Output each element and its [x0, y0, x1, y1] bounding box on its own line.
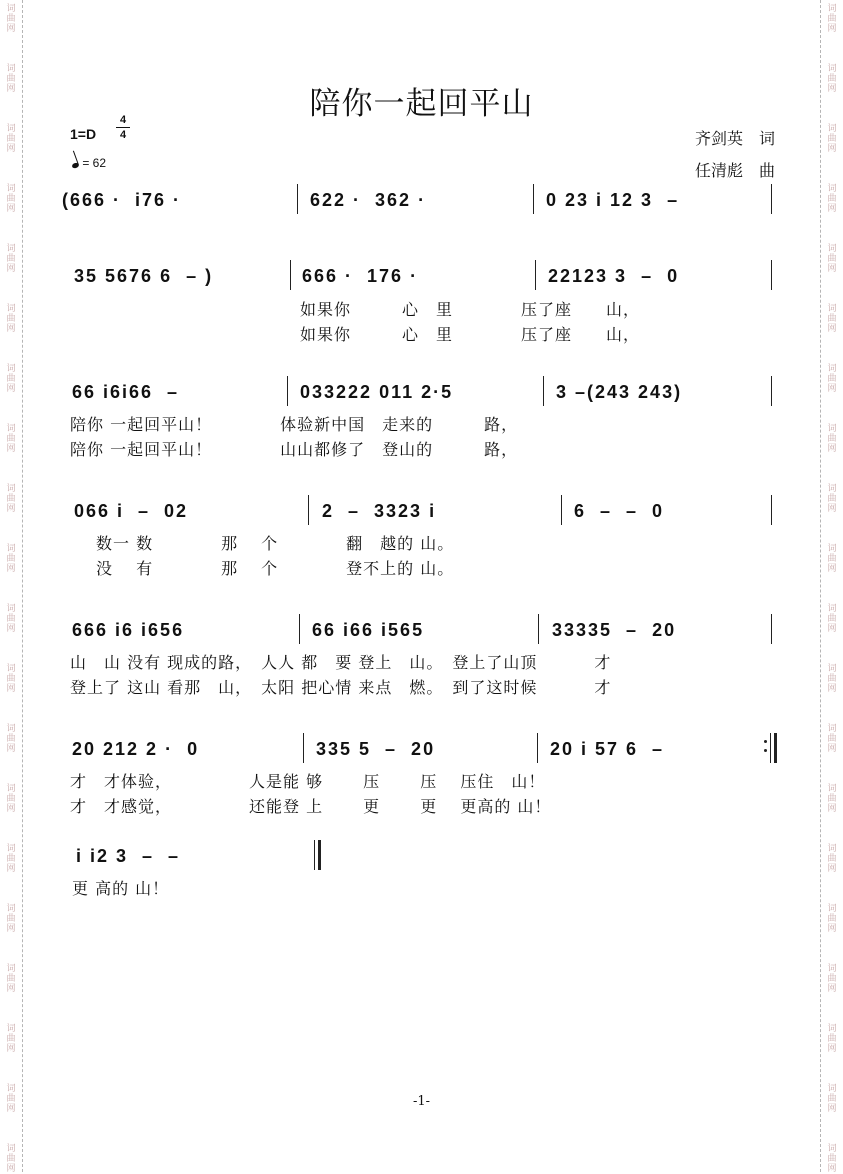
measure: 033222 011 2·5: [300, 382, 454, 402]
lyric-line-2: 登上了 这山 看那 山， 太阳 把心情 来点 燃。 到了这时候 才: [70, 678, 612, 697]
watermark-text: 词 曲 网: [827, 304, 837, 334]
measure: 6 – – 0: [574, 501, 665, 521]
watermark-text: 词 曲 网: [6, 664, 16, 694]
repeat-sign: [764, 734, 768, 758]
bar-line: [771, 614, 772, 644]
watermark-text: 词 曲 网: [6, 844, 16, 874]
song-title: 陪你一起回平山: [309, 86, 534, 122]
measure: i i2 3 – –: [76, 846, 181, 866]
measure: 066 i – 02: [74, 501, 189, 521]
time-signature-bottom: 4: [119, 129, 127, 141]
measure: 2 – 3323 i: [322, 501, 437, 521]
lyricist-credit: 齐剑英 词: [694, 129, 775, 148]
bar-line: [771, 260, 772, 290]
watermark-text: 词 曲 网: [827, 1084, 837, 1114]
lyric-line-1: 如果你 心 里 压了座 山，: [300, 300, 641, 319]
tempo-value: = 62: [82, 156, 107, 170]
time-signature-top: 4: [119, 114, 127, 126]
watermark-text: 词 曲 网: [6, 1144, 16, 1174]
measure: 335 5 – 20: [316, 739, 436, 759]
watermark-text: 词 曲 网: [6, 184, 16, 214]
measure: 622 · 362 ·: [310, 190, 427, 210]
measure: 20 212 2 · 0: [72, 739, 200, 759]
watermark-text: 词 曲 网: [827, 604, 837, 634]
watermark-text: 词 曲 网: [6, 424, 16, 454]
measure: 20 i 57 6 –: [550, 739, 665, 759]
watermark-text: 词 曲 网: [6, 64, 16, 94]
bar-line: [297, 184, 298, 214]
lyric-line-1: 山 山 没有 现成的路， 人人 都 要 登上 山。 登上了山顶 才: [70, 653, 612, 672]
watermark-text: 词 曲 网: [6, 544, 16, 574]
bar-line: [771, 376, 772, 406]
lyric-line-1: 才 才体验， 人是能 够 压 压 压住 山！: [70, 772, 546, 791]
bar-line: [308, 495, 309, 525]
watermark-text: 词 曲 网: [6, 1024, 16, 1054]
bar-line: [533, 184, 534, 214]
watermark-text: 词 曲 网: [827, 844, 837, 874]
watermark-text: 词 曲 网: [827, 424, 837, 454]
bar-line: [299, 614, 300, 644]
watermark-text: 词 曲 网: [6, 304, 16, 334]
bar-line: [561, 495, 562, 525]
bar-line: [771, 495, 772, 525]
measure: 66 i66 i565: [312, 620, 425, 640]
lyric-line-1: 更 高的 山！: [72, 879, 170, 898]
lyric-line-1: 陪你 一起回平山！ 体验新中国 走来的 路，: [70, 415, 519, 434]
measure: 66 i6i66 –: [72, 382, 180, 402]
watermark-text: 词 曲 网: [827, 784, 837, 814]
lyric-line-2: 如果你 心 里 压了座 山，: [300, 325, 641, 344]
measure: 3 –(243 243): [556, 382, 683, 402]
page-number: -1-: [412, 1094, 431, 1109]
watermark-text: 词 曲 网: [827, 184, 837, 214]
watermark-text: 词 曲 网: [827, 364, 837, 394]
lyric-line-2: 没 有 那 个 登不上的 山。: [96, 559, 455, 578]
measure: 33335 – 20: [552, 620, 677, 640]
measure: (666 · i76 ·: [62, 190, 182, 210]
key-signature: 1=D: [70, 126, 97, 142]
measure: 35 5676 6 – ): [74, 266, 214, 286]
bar-line: [287, 376, 288, 406]
watermark-text: 词 曲 网: [827, 244, 837, 274]
watermark-text: 词 曲 网: [827, 664, 837, 694]
watermark-text: 词 曲 网: [6, 724, 16, 754]
watermark-text: 词 曲 网: [6, 124, 16, 154]
bar-line: [538, 614, 539, 644]
watermark-text: 词 曲 网: [827, 4, 837, 34]
measure: 666 i6 i656: [72, 620, 185, 640]
composer-credit: 任清彪 曲: [694, 161, 775, 180]
watermark-text: 词 曲 网: [827, 964, 837, 994]
watermark-text: 词 曲 网: [6, 1084, 16, 1114]
watermark-text: 词 曲 网: [6, 964, 16, 994]
bar-line: [290, 260, 291, 290]
watermark-text: 词 曲 网: [6, 904, 16, 934]
watermark-text: 词 曲 网: [827, 484, 837, 514]
watermark-text: 词 曲 网: [6, 364, 16, 394]
watermark-text: 词 曲 网: [827, 904, 837, 934]
measure: 0 23 i 12 3 –: [546, 190, 680, 210]
lyric-line-1: 数一 数 那 个 翻 越的 山。: [96, 534, 455, 553]
watermark-text: 词 曲 网: [827, 544, 837, 574]
watermark-text: 词 曲 网: [827, 124, 837, 154]
bar-line: [771, 184, 772, 214]
bar-line: [535, 260, 536, 290]
measure: 22123 3 – 0: [548, 266, 680, 286]
measure: 666 · 176 ·: [302, 266, 419, 286]
lyric-line-2: 才 才感觉， 还能登 上 更 更 更高的 山！: [70, 797, 552, 816]
lyric-line-2: 陪你 一起回平山！ 山山都修了 登山的 路，: [70, 440, 519, 459]
watermark-text: 词 曲 网: [6, 604, 16, 634]
bar-line: [537, 733, 538, 763]
watermark-text: 词 曲 网: [827, 1144, 837, 1174]
watermark-text: 词 曲 网: [6, 4, 16, 34]
watermark-text: 词 曲 网: [6, 784, 16, 814]
watermark-text: 词 曲 网: [827, 724, 837, 754]
watermark-text: 词 曲 网: [6, 484, 16, 514]
watermark-text: 词 曲 网: [6, 244, 16, 274]
bar-line: [303, 733, 304, 763]
watermark-text: 词 曲 网: [827, 64, 837, 94]
bar-line: [543, 376, 544, 406]
watermark-text: 词 曲 网: [827, 1024, 837, 1054]
